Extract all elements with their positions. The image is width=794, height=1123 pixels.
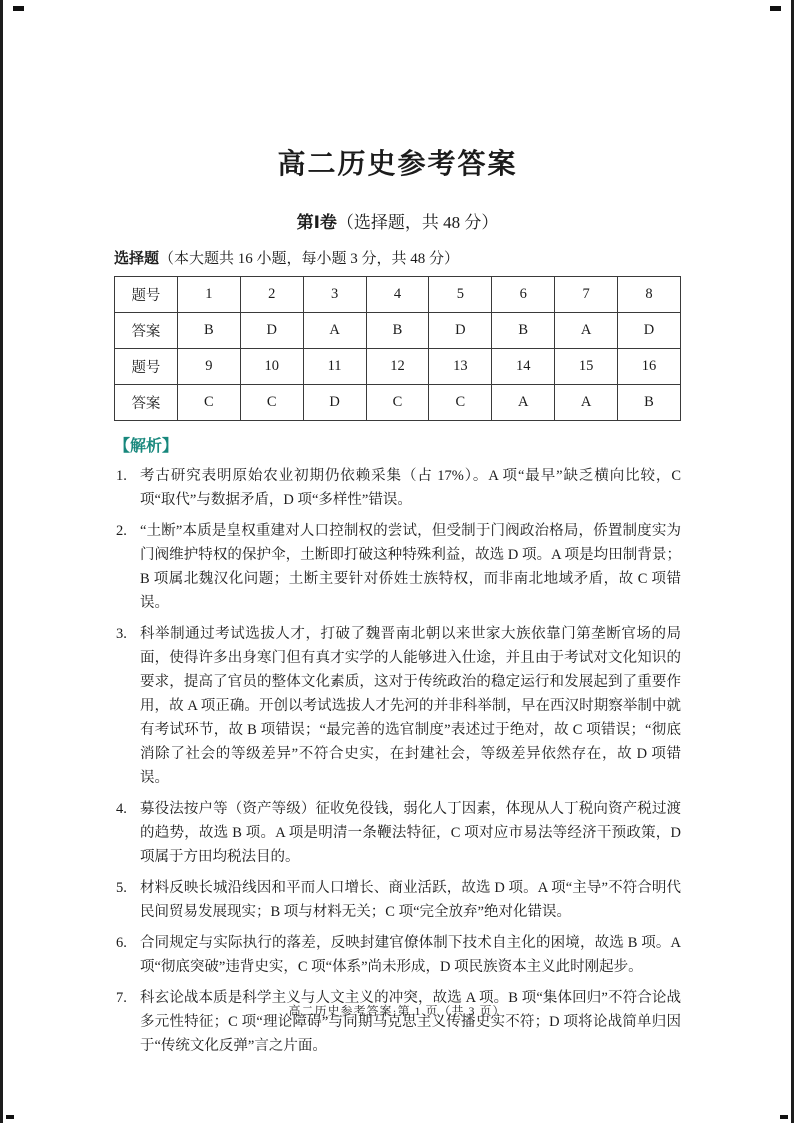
explanation-item <box>114 876 681 924</box>
answer-cell: 13 <box>429 349 492 385</box>
answer-cell: C <box>240 385 303 421</box>
answer-cell: A <box>303 313 366 349</box>
answer-cell: C <box>366 385 429 421</box>
footer-text: 高二历史参考答案·第 1 页（共 3 页） <box>288 1004 506 1018</box>
explanation-text: 合同规定与实际执行的落差，反映封建官僚体制下技术自主化的困境，故选 B 项。A 项“彻底突破”违背史实，C 项“体系”尚未形成，D 项民族资本主义此时刚起步。 <box>140 935 681 975</box>
table-row <box>115 349 681 385</box>
scan-artifact-top-left <box>13 6 24 11</box>
explanation-item <box>114 797 681 869</box>
answer-cell: C <box>429 385 492 421</box>
explanation-text: 募役法按户等（资产等级）征收免役钱，弱化人丁因素，体现从人丁税向资产税过渡的趋势，故选 B 项。A 项是明清一条鞭法特征，C 项对应市易法等经济干预政策，D 项属于方田均税法目的。 <box>140 801 681 865</box>
table-row <box>115 385 681 421</box>
analysis-label: 【解析】 <box>114 438 179 455</box>
scan-artifact-top-right <box>770 6 781 11</box>
answer-cell: 11 <box>303 349 366 385</box>
explanation-number: 4. <box>116 801 127 817</box>
explanation-item <box>114 519 681 615</box>
answer-cell: 6 <box>492 277 555 313</box>
document-content <box>114 0 681 1065</box>
answer-cell: 4 <box>366 277 429 313</box>
answer-cell: 5 <box>429 277 492 313</box>
answer-cell: 7 <box>555 277 618 313</box>
answer-cell: 14 <box>492 349 555 385</box>
answer-cell: 15 <box>555 349 618 385</box>
explanation-number: 2. <box>116 523 127 539</box>
explanations-list <box>114 464 681 1058</box>
row-header-cell: 题号 <box>115 349 178 385</box>
answer-cell: 12 <box>366 349 429 385</box>
instructions-detail: （本大题共 16 小题，每小题 3 分，共 48 分） <box>159 251 460 267</box>
answer-cell: B <box>177 313 240 349</box>
scan-artifact-bottom-left <box>6 1115 14 1119</box>
answer-cell: D <box>429 313 492 349</box>
explanation-text: “土断”本质是皇权重建对人口控制权的尝试，但受制于门阀政治格局，侨置制度实为门阀维护特权的保护伞，土断即打破这种特殊利益，故选 D 项。A 项是均田制背景；B 项属北魏汉化问题；土断主要针对侨姓士族特权，而非南北地域矛盾，故 C 项错误。 <box>140 523 681 611</box>
answer-cell: D <box>303 385 366 421</box>
answer-cell: 8 <box>618 277 681 313</box>
answer-cell: 16 <box>618 349 681 385</box>
answer-cell: 10 <box>240 349 303 385</box>
explanation-number: 7. <box>116 990 127 1006</box>
explanation-number: 1. <box>116 468 127 484</box>
scan-edge-left <box>0 0 3 1123</box>
answer-table <box>114 276 681 421</box>
explanation-item <box>114 986 681 1058</box>
page-footer <box>0 1002 794 1019</box>
explanation-text: 科举制通过考试选拔人才，打破了魏晋南北朝以来世家大族依靠门第垄断官场的局面，使得许多出身寒门但有真才实学的人能够进入仕途，并且由于考试对文化知识的要求，提高了官员的整体文化素质，这对于传统政治的稳定运行和发展起到了重要作用，故 A 项正确。开创以考试选拔人才先河的并非科举制，早在西汉时期察举制中就有考试环节，故 B 项错误；“最完善的选官制度”表述过于绝对，故 C 项错误；“彻底消除了社会的等级差异”不符合史实，在封建社会，等级差异依然存在，故 D 项错误。 <box>140 626 681 786</box>
instructions-line <box>114 247 681 268</box>
answer-cell: 1 <box>177 277 240 313</box>
explanation-text: 材料反映长城沿线因和平而人口增长、商业活跃，故选 D 项。A 项“主导”不符合明代民间贸易发展现实；B 项与材料无关；C 项“完全放弃”绝对化错误。 <box>140 880 681 920</box>
answer-cell: D <box>240 313 303 349</box>
answer-cell: D <box>618 313 681 349</box>
answer-cell: A <box>555 385 618 421</box>
explanation-item <box>114 931 681 979</box>
row-header-cell: 答案 <box>115 313 178 349</box>
page-title: 高二历史参考答案 <box>277 148 518 179</box>
answer-cell: A <box>492 385 555 421</box>
row-header-cell: 题号 <box>115 277 178 313</box>
explanation-item <box>114 622 681 790</box>
explanation-text: 考古研究表明原始农业初期仍依赖采集（占 17%）。A 项“最早”缺乏横向比较，C 项“取代”与数据矛盾，D 项“多样性”错误。 <box>140 468 681 508</box>
answer-cell: B <box>492 313 555 349</box>
answer-cell: 9 <box>177 349 240 385</box>
answer-cell: 3 <box>303 277 366 313</box>
explanation-item <box>114 464 681 512</box>
section-volume-label: 第Ⅰ卷 <box>296 213 337 232</box>
explanation-text: 科玄论战本质是科学主义与人文主义的冲突，故选 A 项。B 项“集体回归”不符合论战多元性特征；C 项“理论障碍”与同期马克思主义传播史实不符；D 项将论战简单归因于“传统文化反弹”言之片面。 <box>140 990 681 1054</box>
answer-cell: B <box>366 313 429 349</box>
scan-artifact-bottom-right <box>780 1115 788 1119</box>
explanation-number: 6. <box>116 935 127 951</box>
table-row <box>115 313 681 349</box>
explanation-number: 3. <box>116 626 127 642</box>
table-row <box>115 277 681 313</box>
explanation-number: 5. <box>116 880 127 896</box>
answer-cell: C <box>177 385 240 421</box>
section-header <box>114 208 681 233</box>
answer-cell: A <box>555 313 618 349</box>
row-header-cell: 答案 <box>115 385 178 421</box>
section-detail-label: （选择题，共 48 分） <box>336 213 499 232</box>
answer-cell: 2 <box>240 277 303 313</box>
answer-cell: B <box>618 385 681 421</box>
answer-table-body <box>115 277 681 421</box>
instructions-label: 选择题 <box>114 250 160 267</box>
